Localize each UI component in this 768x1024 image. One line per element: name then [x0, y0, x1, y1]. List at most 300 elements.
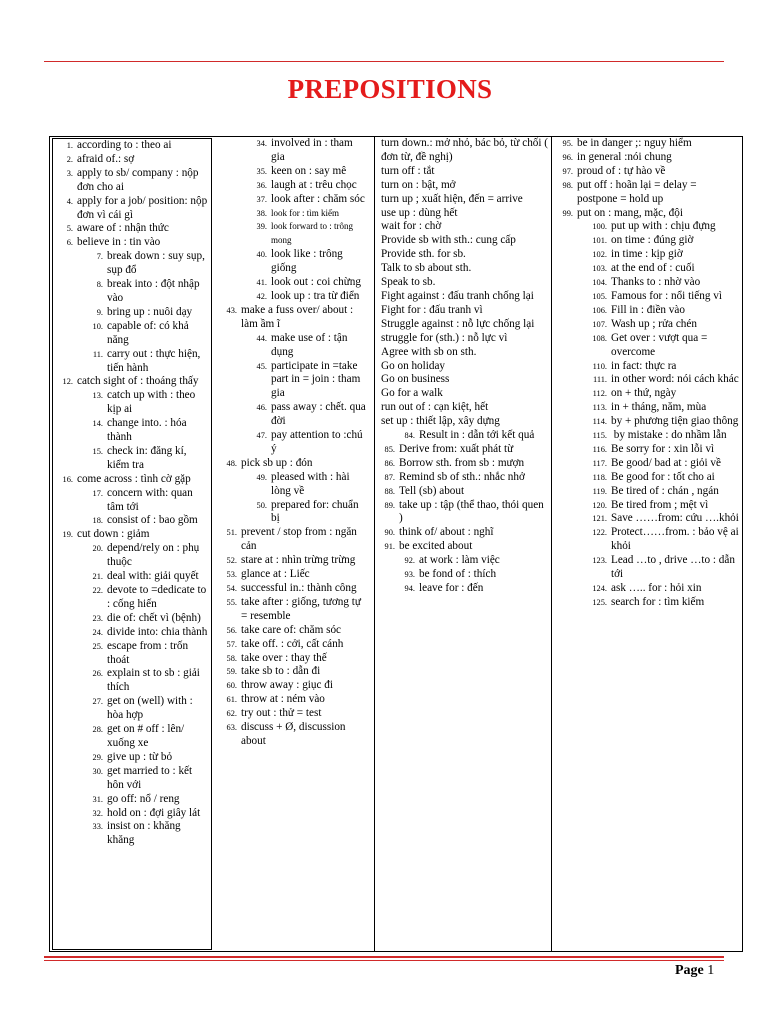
item-number: 92. [404, 556, 415, 566]
item-number: 42. [256, 291, 267, 301]
item-number: 104. [592, 278, 607, 288]
list-item [215, 721, 369, 749]
list-item [553, 429, 741, 443]
list-item [553, 471, 741, 485]
item-text: search for : tìm kiếm [611, 595, 705, 608]
item-text: look after : chăm sóc [271, 192, 365, 205]
list-item [53, 320, 211, 348]
item-number: 98. [562, 180, 573, 190]
list-item [375, 360, 551, 374]
item-text: proud of : tự hào về [577, 164, 666, 177]
item-text: throw at : ném vào [241, 693, 325, 706]
item-text: keen on : say mê [271, 164, 347, 177]
list-item [553, 165, 741, 179]
item-text: change into. : hóa thành [107, 417, 187, 444]
list-item [375, 540, 551, 554]
item-number: 43. [226, 305, 237, 315]
item-number: 103. [592, 264, 607, 274]
list-item [53, 765, 211, 793]
list-item [553, 262, 741, 276]
item-number: 4. [66, 196, 73, 206]
list-item [553, 415, 741, 429]
list-item [553, 554, 741, 582]
list-item [375, 568, 551, 582]
item-number: 15. [92, 446, 103, 456]
list-item [215, 499, 369, 527]
list-item [553, 137, 741, 151]
list-item [53, 487, 211, 515]
item-text: get on # off : lên/ xuống xe [107, 723, 185, 749]
list-item [53, 375, 211, 389]
item-number: 28. [92, 725, 103, 735]
item-text: die of: chết vì (bệnh) [107, 611, 201, 624]
item-text: take up : tập (thể thao, thói quen ) [399, 498, 544, 525]
list-item [53, 306, 211, 320]
list-item [375, 332, 551, 346]
item-text: leave for : đến [419, 582, 484, 594]
list-item [215, 401, 369, 429]
item-text: Derive from: xuất phát từ [399, 442, 514, 455]
item-text: wait for : chờ [381, 220, 442, 233]
item-text: apply for a job/ position: nộp đơn vì cái gì [77, 194, 208, 221]
item-number: 99. [562, 208, 573, 218]
list-item [553, 304, 741, 318]
list-item [553, 526, 741, 554]
page-number: 1 [707, 963, 715, 978]
list-item [53, 807, 211, 821]
list-item [215, 179, 369, 193]
item-number: 25. [92, 641, 103, 651]
item-number: 3. [66, 168, 73, 178]
list-item [53, 570, 211, 584]
item-text: Wash up ; rửa chén [611, 317, 697, 330]
item-number: 59. [226, 667, 237, 677]
item-number: 7. [96, 252, 103, 262]
list-item [375, 401, 551, 415]
item-text: Fill in : điền vào [611, 303, 685, 316]
item-number: 107. [592, 319, 607, 329]
item-number: 41. [256, 278, 267, 288]
item-number: 35. [256, 166, 267, 176]
item-text: deal with: giải quyết [107, 570, 199, 583]
item-number: 62. [226, 709, 237, 719]
list-item [53, 528, 211, 542]
list-item [215, 429, 369, 457]
item-text: cut down : giảm [77, 528, 150, 541]
item-number: 16. [62, 474, 73, 484]
item-number: 20. [92, 544, 103, 554]
list-item [215, 304, 369, 332]
item-text: Fight against : đấu tranh chống lại [381, 289, 534, 302]
item-number: 57. [226, 639, 237, 649]
item-text: put off : hoãn lại = delay = postpone = hold up [577, 178, 697, 205]
item-text: turn up ; xuất hiện, đến = arrive [381, 192, 523, 205]
item-text: explain st to sb : giải thích [107, 667, 200, 694]
list-item [375, 499, 551, 527]
item-text: use up : dùng hết [381, 206, 458, 219]
list-item [553, 207, 741, 221]
list-item [215, 457, 369, 471]
item-number: 48. [226, 458, 237, 468]
list-item [215, 290, 369, 304]
item-number: 34. [256, 139, 267, 148]
item-text: Provide sb with sth.: cung cấp [381, 234, 516, 247]
item-text: Provide sth. for sb. [381, 248, 466, 261]
list-item [53, 542, 211, 570]
item-number: 118. [592, 472, 607, 482]
list-item [553, 443, 741, 457]
item-text: get on (well) with : hòa hợp [107, 695, 193, 722]
item-text: throw away : giục đi [241, 679, 333, 692]
list-item [375, 165, 551, 179]
item-number: 8. [96, 280, 103, 290]
list-item [553, 234, 741, 248]
item-text: Protect……from. : bảo vệ ai khỏi [611, 526, 739, 553]
item-number: 23. [92, 613, 103, 623]
bottom-rule-thin [44, 960, 724, 961]
item-text: glance at : Liếc [241, 568, 310, 581]
item-text: look up : tra từ điển [271, 289, 360, 302]
list-item [53, 473, 211, 487]
list-item [375, 290, 551, 304]
list-item [375, 346, 551, 360]
item-text: set up : thiết lập, xây dựng [381, 415, 500, 428]
item-text: depend/rely on : phụ thuộc [107, 542, 200, 569]
item-number: 90. [384, 528, 395, 538]
item-number: 86. [384, 458, 395, 468]
item-text: check in: đăng kí, kiểm tra [107, 444, 187, 471]
item-text: be fond of : thích [419, 568, 497, 581]
list-item [53, 195, 211, 223]
item-text: run out of : cạn kiệt, hết [381, 401, 489, 414]
item-text: involved in : tham gia [271, 137, 353, 163]
item-number: 60. [226, 681, 237, 691]
list-item [215, 707, 369, 721]
item-text: Struggle against : nỗ lực chống lại [381, 317, 535, 330]
list-item [215, 248, 369, 276]
page-title: PREPOSITIONS [287, 74, 493, 104]
column-3 [374, 137, 552, 952]
item-text: be in danger ;: nguy hiểm [577, 137, 692, 149]
item-text: break into : đột nhập vào [107, 278, 200, 304]
list-item [215, 693, 369, 707]
item-number: 10. [92, 321, 103, 331]
item-number: 106. [592, 305, 607, 315]
item-text: believe in : tin vào [77, 236, 161, 249]
item-number: 93. [404, 570, 415, 580]
list-item [375, 582, 551, 596]
item-text: Be sorry for : xin lỗi vì [611, 442, 715, 455]
list-item [375, 457, 551, 471]
item-number: 88. [384, 486, 395, 496]
item-text: carry out : thực hiện, tiến hành [107, 347, 201, 374]
item-text: laugh at : trêu chọc [271, 178, 357, 191]
item-number: 17. [92, 488, 103, 498]
item-text: in time : kịp giờ [611, 248, 683, 261]
item-text: in + tháng, năm, mùa [611, 401, 707, 414]
item-text: put up with : chịu đựng [611, 220, 716, 233]
list-item [553, 512, 741, 526]
page-label: Page [675, 963, 704, 978]
list-item [53, 751, 211, 765]
list-item [215, 220, 369, 248]
item-number: 114. [592, 417, 607, 427]
list-item [215, 526, 369, 554]
column-4 [553, 137, 741, 952]
item-number: 11. [92, 349, 103, 359]
item-number: 113. [592, 403, 607, 413]
item-text: turn off : tắt [381, 164, 435, 177]
item-text: in other word: nói cách khác [611, 373, 739, 386]
item-text: catch sight of : thoáng thấy [77, 375, 199, 388]
list-item [553, 332, 741, 360]
list-item [553, 290, 741, 304]
list-item [53, 514, 211, 528]
item-number: 112. [592, 389, 607, 399]
item-number: 115. [592, 431, 607, 441]
list-item [553, 248, 741, 262]
item-text: consist of : bao gồm [107, 514, 198, 527]
list-item [53, 626, 211, 640]
item-text: take off. : cởi, cất cánh [241, 637, 344, 650]
item-text: turn down.: mở nhỏ, bác bỏ, từ chối ( đơn từ, đề nghị) [381, 137, 549, 163]
item-number: 123. [592, 556, 607, 566]
item-text: prepared for: chuẩn bị [271, 498, 359, 525]
bottom-rule [44, 956, 724, 958]
list-item [553, 582, 741, 596]
item-number: 97. [562, 166, 573, 176]
item-text: Be good/ bad at : giỏi về [611, 456, 721, 469]
item-text: turn on : bật, mở [381, 178, 456, 191]
item-number: 53. [226, 570, 237, 580]
item-text: by + phương tiện giao thông [611, 415, 739, 428]
item-number: 33. [92, 822, 103, 832]
item-number: 52. [226, 556, 237, 566]
list-item [375, 304, 551, 318]
top-rule [44, 61, 724, 62]
list-item [215, 193, 369, 207]
item-number: 85. [384, 444, 395, 454]
item-number: 38. [256, 208, 267, 218]
list-item [215, 207, 369, 221]
item-text: pleased with : hài lòng về [271, 470, 350, 497]
list-item [53, 417, 211, 445]
item-text: go off: nổ / reng [107, 792, 180, 805]
item-number: 40. [256, 250, 267, 260]
item-text: Famous for : nổi tiếng vì [611, 289, 722, 302]
list-item [53, 153, 211, 167]
item-number: 121. [592, 514, 607, 524]
item-text: by mistake : do nhầm lẫn [611, 429, 727, 442]
item-text: Go for a walk [381, 387, 443, 400]
item-text: Borrow sth. from sb : mượn [399, 456, 525, 469]
list-item [53, 139, 211, 153]
item-number: 1. [66, 141, 73, 150]
item-text: devote to =dedicate to : cống hiến [107, 584, 207, 610]
page-footer [675, 963, 714, 979]
item-number: 26. [92, 669, 103, 679]
item-text: look forward to : trông mong [271, 221, 353, 246]
list-item [215, 652, 369, 666]
item-text: get married to : kết hôn với [107, 764, 193, 791]
item-text: try out : thử = test [241, 707, 322, 720]
list-item [215, 165, 369, 179]
item-number: 120. [592, 500, 607, 510]
item-text: pay attention to :chú ý [271, 429, 363, 455]
item-text: Remind sb of sth.: nhắc nhở [399, 470, 525, 483]
item-text: bring up : nuôi dạy [107, 305, 193, 318]
list-item [553, 360, 741, 374]
item-number: 95. [562, 139, 573, 148]
item-number: 37. [256, 194, 267, 204]
item-number: 31. [92, 794, 103, 804]
item-text: Save ……from: cứu ….khỏi [611, 512, 739, 525]
item-number: 87. [384, 472, 395, 482]
item-text: take over : thay thế [241, 651, 327, 664]
list-item [553, 318, 741, 332]
list-item [375, 179, 551, 193]
item-text: in fact: thực ra [611, 359, 677, 372]
list-item [53, 278, 211, 306]
item-text: look like : trông giống [271, 248, 343, 275]
item-text: discuss + Ø, discussion about [241, 721, 346, 747]
list-item [375, 262, 551, 276]
item-number: 51. [226, 528, 237, 538]
list-item [215, 596, 369, 624]
list-item [53, 348, 211, 376]
item-number: 108. [592, 333, 607, 343]
item-number: 45. [256, 361, 267, 371]
list-item [215, 276, 369, 290]
list-item [375, 373, 551, 387]
item-text: make a fuss over/ about : làm ầm ĩ [241, 303, 354, 330]
item-text: Be tired of : chán , ngán [611, 484, 719, 497]
item-number: 9. [96, 307, 103, 317]
list-item [215, 471, 369, 499]
list-item [375, 443, 551, 457]
item-text: Agree with sb on sth. [381, 345, 477, 358]
item-text: catch up with : theo kịp ai [107, 389, 196, 416]
column-2 [215, 137, 369, 952]
list-item [53, 236, 211, 250]
list-item [375, 387, 551, 401]
item-number: 55. [226, 597, 237, 607]
item-text: capable of: có khả năng [107, 319, 189, 346]
item-number: 21. [92, 572, 103, 582]
item-text: Go on holiday [381, 359, 446, 372]
item-number: 91. [384, 542, 395, 552]
item-text: Get over : vượt qua = overcome [611, 331, 708, 358]
list-item [375, 429, 551, 443]
item-number: 119. [592, 486, 607, 496]
item-text: according to : theo ai [77, 139, 172, 151]
list-item [375, 234, 551, 248]
item-number: 5. [66, 224, 73, 234]
item-number: 89. [384, 500, 395, 510]
list-item [375, 220, 551, 234]
item-number: 36. [256, 180, 267, 190]
list-item [375, 471, 551, 485]
list-item [553, 220, 741, 234]
list-item [53, 222, 211, 236]
item-number: 61. [226, 695, 237, 705]
item-number: 101. [592, 236, 607, 246]
item-number: 12. [62, 377, 73, 387]
item-number: 56. [226, 625, 237, 635]
item-number: 84. [404, 431, 415, 441]
item-number: 50. [256, 500, 267, 510]
list-item [215, 665, 369, 679]
item-text: give up : từ bỏ [107, 750, 173, 763]
item-text: Thanks to : nhờ vào [611, 276, 701, 289]
item-text: aware of : nhận thức [77, 222, 169, 235]
item-number: 19. [62, 530, 73, 540]
item-text: Be tired from ; mệt vì [611, 498, 709, 511]
list-item [53, 695, 211, 723]
item-text: Speak to sb. [381, 276, 436, 289]
item-text: come across : tình cờ gặp [77, 472, 191, 485]
item-number: 110. [592, 361, 607, 371]
item-number: 63. [226, 723, 237, 733]
list-item [375, 193, 551, 207]
item-number: 102. [592, 250, 607, 260]
list-item [553, 276, 741, 290]
list-item [215, 360, 369, 402]
item-number: 47. [256, 431, 267, 441]
item-text: on + thứ, ngày [611, 387, 677, 400]
list-item [375, 248, 551, 262]
item-text: Talk to sb about sth. [381, 262, 472, 275]
item-number: 125. [592, 597, 607, 607]
item-text: divide into: chia thành [107, 625, 208, 638]
item-number: 24. [92, 627, 103, 637]
item-text: Be good for : tốt cho ai [611, 470, 715, 483]
item-text: take sb to : dẫn đi [241, 665, 321, 678]
item-number: 117. [592, 458, 607, 468]
item-text: Tell (sb) about [399, 484, 465, 497]
item-text: pass away : chết. qua đời [271, 401, 366, 428]
list-item [553, 485, 741, 499]
item-number: 22. [92, 586, 103, 595]
item-text: struggle for (sth.) : nỗ lực vì [381, 331, 508, 344]
item-text: Lead …to , drive …to : dẫn tới [611, 554, 735, 581]
item-number: 58. [226, 653, 237, 663]
list-item [53, 445, 211, 473]
list-item [53, 667, 211, 695]
list-item [553, 179, 741, 207]
item-number: 116. [592, 444, 607, 454]
item-text: Go on business [381, 373, 450, 386]
list-item [53, 612, 211, 626]
item-number: 13. [92, 391, 103, 401]
item-text: escape from : trốn thoát [107, 639, 189, 666]
item-text: at work : làm việc [419, 554, 500, 567]
item-text: Result in : dẫn tới kết quả [419, 429, 535, 442]
list-item [553, 457, 741, 471]
list-item [215, 332, 369, 360]
list-item [553, 499, 741, 513]
list-item [375, 207, 551, 221]
list-item [53, 723, 211, 751]
item-number: 100. [592, 222, 607, 232]
item-number: 29. [92, 752, 103, 762]
list-item [53, 167, 211, 195]
list-item [215, 582, 369, 596]
list-item [375, 526, 551, 540]
item-number: 44. [256, 333, 267, 343]
list-item [553, 373, 741, 387]
list-item [215, 638, 369, 652]
